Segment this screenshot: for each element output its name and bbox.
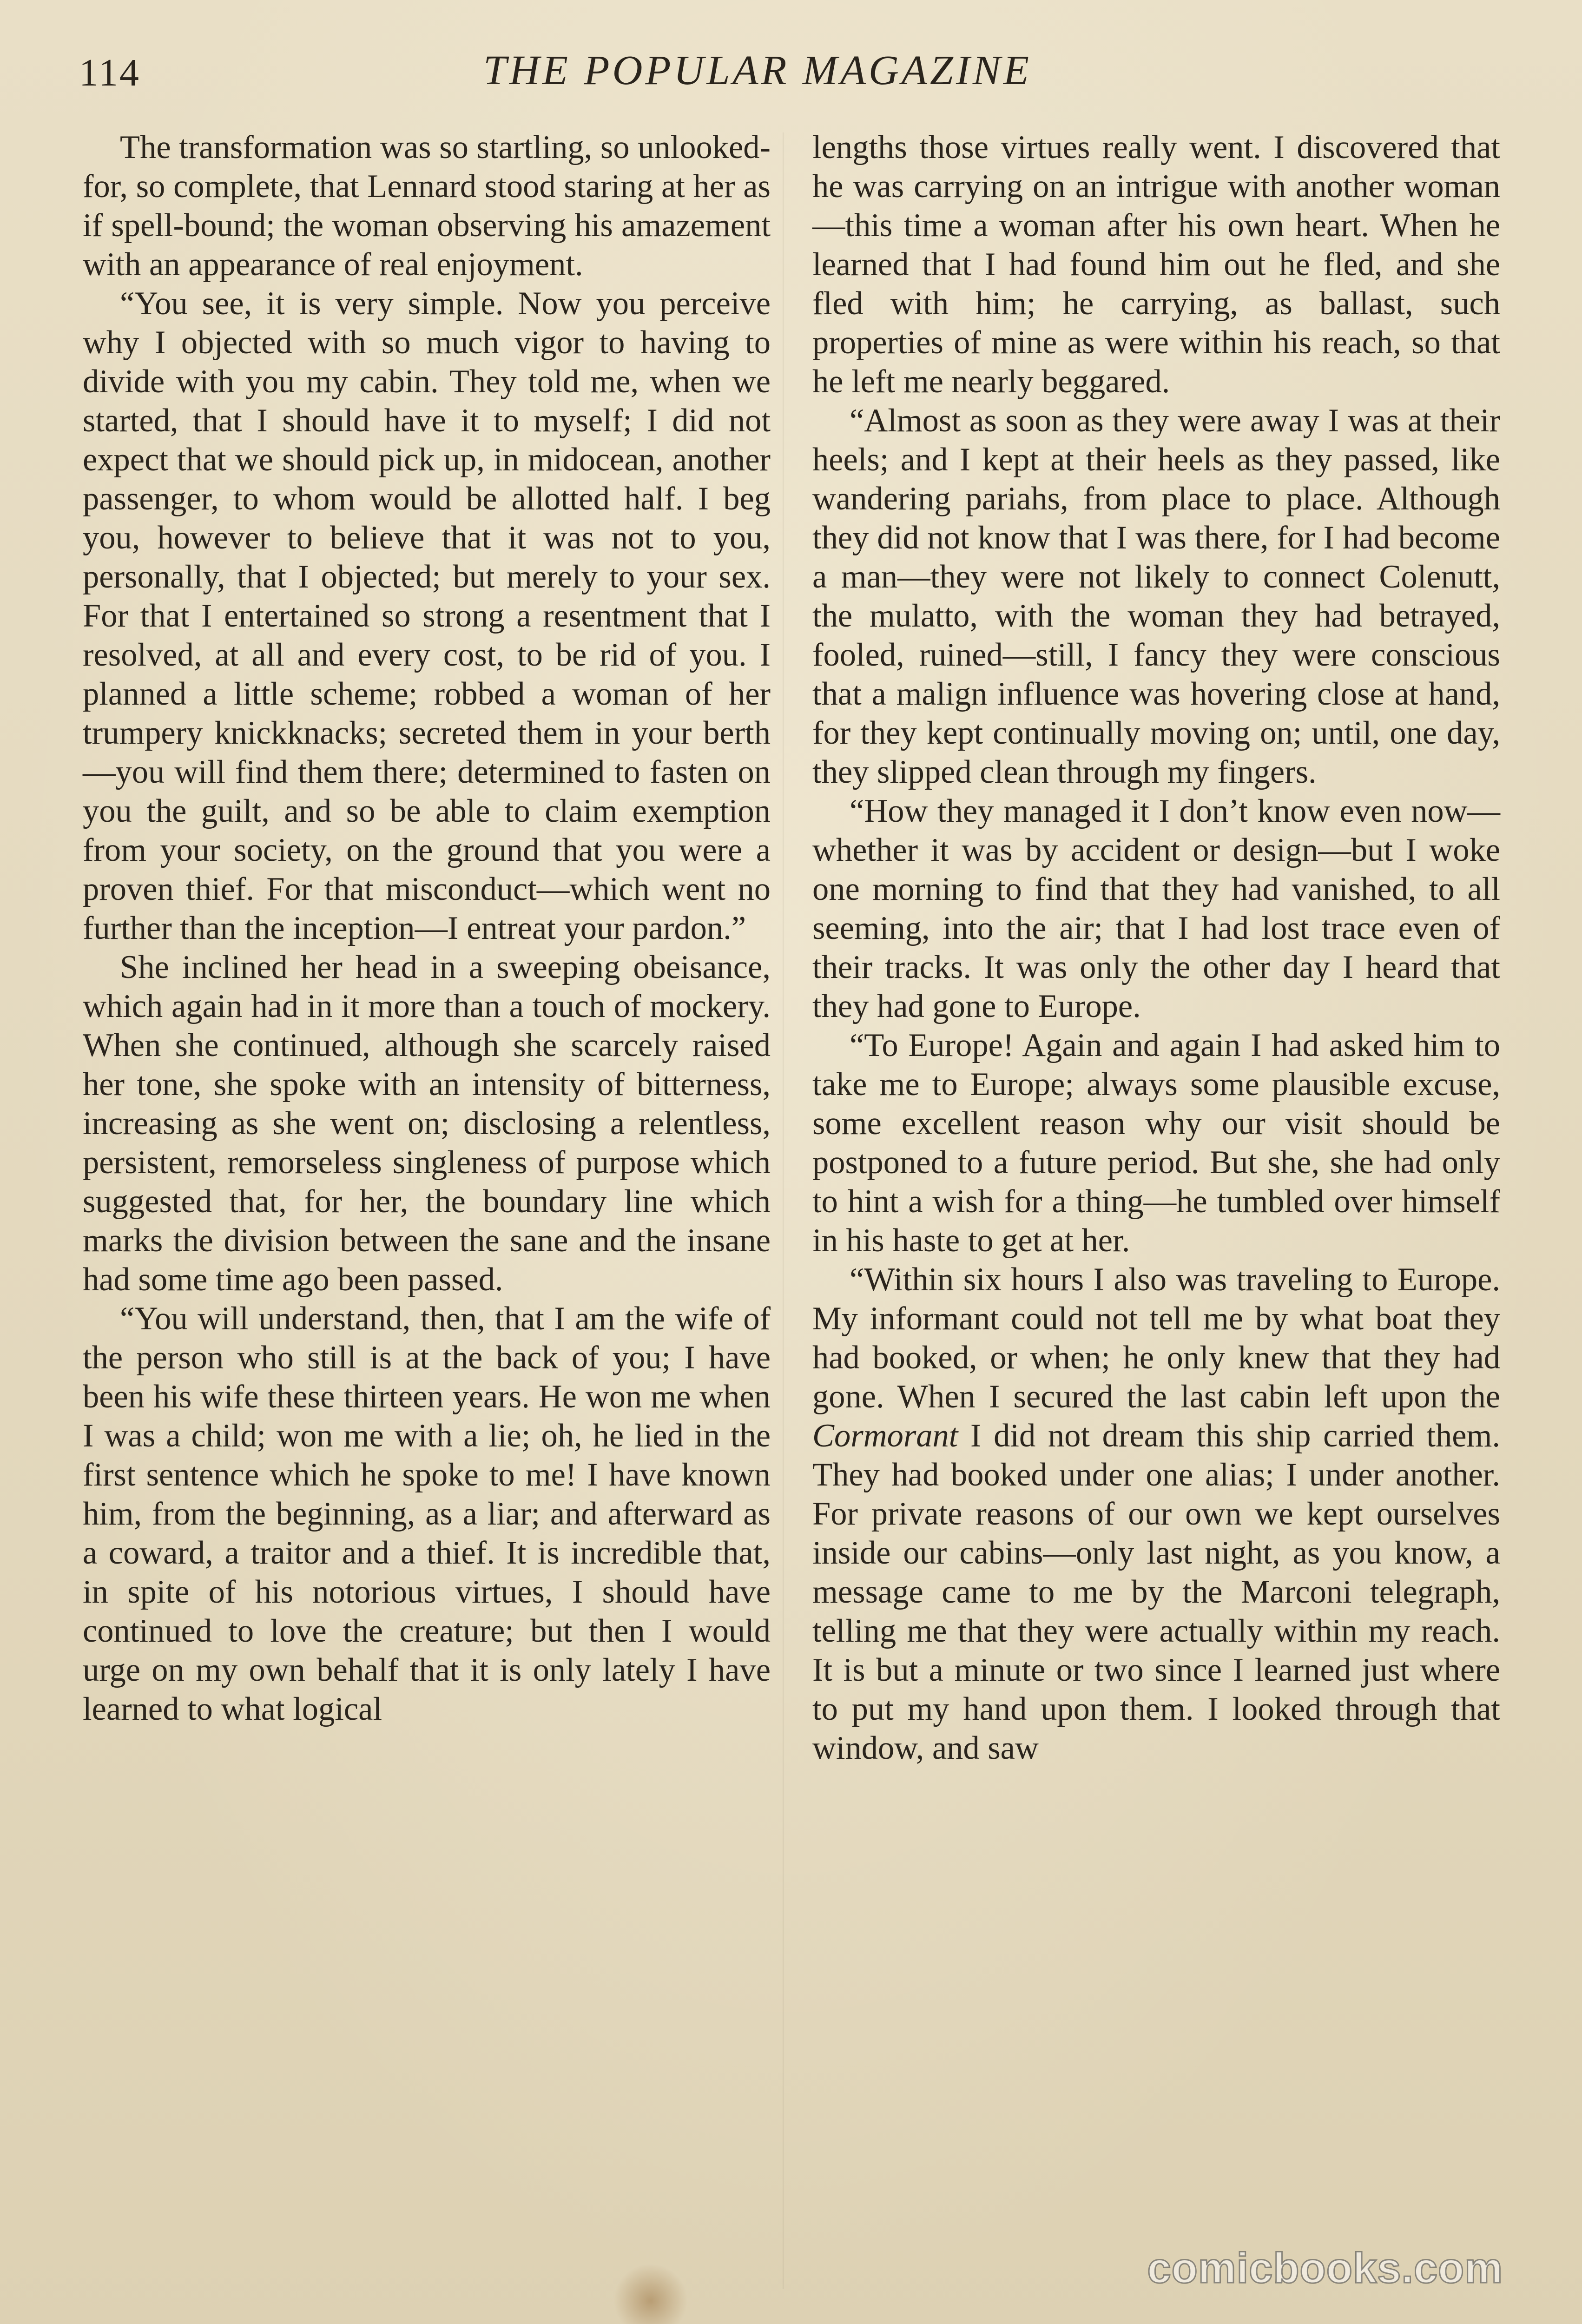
paragraph-with-ship-name [812,1260,1500,1768]
running-head-title: THE POPULAR MAGAZINE [483,47,1032,93]
page-number: 114 [79,51,140,94]
paragraph: “To Europe! Again and again I had asked him to take me to Europe; always some plausible excuse, some excellent reason why our visit should be postponed to a future period. But she, she had only to hint a wish for a thing—he tumbled over himself in his haste to get at her. [812,1027,1500,1259]
watermark: comicbooks.com [1147,2245,1503,2292]
continued-paragraph: lengths those virtues really went. I discovered that he was carrying on an intrigue with another woman—this time a woman after his own heart. When he learned that I had found him out he fled, and she fled with him; he carrying, as ballast, such properties of mine as were within his reach, so that he left me nearly beggared. [812,129,1500,400]
paragraph: “Almost as soon as they were away I was at their heels; and I kept at their heels as they passed, like wandering pariahs, from place to place. Although they did not know that I was there, for I had become a man—they were not likely to connect Colenutt, the mulatto, with the woman they had betrayed, fooled, ruined—still, I fancy they were conscious that a malign influence was hovering close at hand, for they kept continually moving on; until, one day, they slipped clean through my fingers. [812,403,1500,790]
column-gutter [783,132,784,2289]
paragraph: “You will understand, then, that I am the wife of the person who still is at the back of you; I have been his wife these thirteen years. He won me when I was a child; won me with a lie; oh, he lied in the first sentence which he spoke to me! I have known him, from the beginning, as a liar; and afterward as a coward, a traitor and a thief. It is incredible that, in spite of his notorious virtues, I should have continued to love the creature; but then I would urge on my own behalf that it is only lately I have learned to what logical [83,1301,771,1727]
paragraph: The transformation was so startling, so unlooked-for, so complete, that Lennard stood staring at her as if spell-bound; the woman observing his amazement with an appearance of real enjoyment. [83,129,771,283]
text-span: I did not dream this ship carried them. They had booked under one alias; I under another. For private reasons of our own we kept ourselves inside our cabins—only last night, as you know, a message came to me by the Marconi telegraph, telling me that they were actually within my reach. It is but a minute or two since I learned just where to put my hand upon them. I looked through that window, and saw [812,1418,1500,1766]
right-column [812,128,1500,1768]
paragraph: She inclined her head in a sweeping obeisance, which again had in it more than a touch of mockery. When she continued, although she scarcely raised her tone, she spoke with an intensity of bitterness, increasing as she went on; disclosing a relentless, persistent, remorseless singleness of purpose which suggested that, for her, the boundary line which marks the division between the sane and the insane had some time ago been passed. [83,949,771,1298]
paragraph: “You see, it is very simple. Now you perceive why I objected with so much vigor to having to divide with you my cabin. They told me, when we started, that I should have it to myself; I did not expect that we should pick up, in midocean, another passenger, to whom would be allotted half. I beg you, however to believe that it was not to you, personally, that I objected; but merely to your sex. For that I entertained so strong a resentment that I resolved, at all and every cost, to be rid of you. I planned a little scheme; robbed a woman of her trumpery knickknacks; secreted them in your berth—you will find them there; determined to fasten on you the guilt, and so be able to claim exemption from your society, on the ground that you were a proven thief. For that misconduct—which went no further than the inception—I entreat your pardon.” [83,285,771,946]
paragraph: “How they managed it I don’t know even now—whether it was by accident or design—but I woke one morning to find that they had vanished, to all seeming, into the air; that I had lost trace even of their tracks. It was only the other day I heard that they had gone to Europe. [812,793,1500,1024]
left-column [83,128,771,1729]
ship-name: Cormorant [812,1418,958,1454]
paper-stain [613,2264,688,2324]
text-span: “Within six hours I also was traveling to Europe. My informant could not tell me by what boat they had booked, or when; he only knew that they had gone. When I secured the last cabin left upon the [812,1261,1500,1415]
